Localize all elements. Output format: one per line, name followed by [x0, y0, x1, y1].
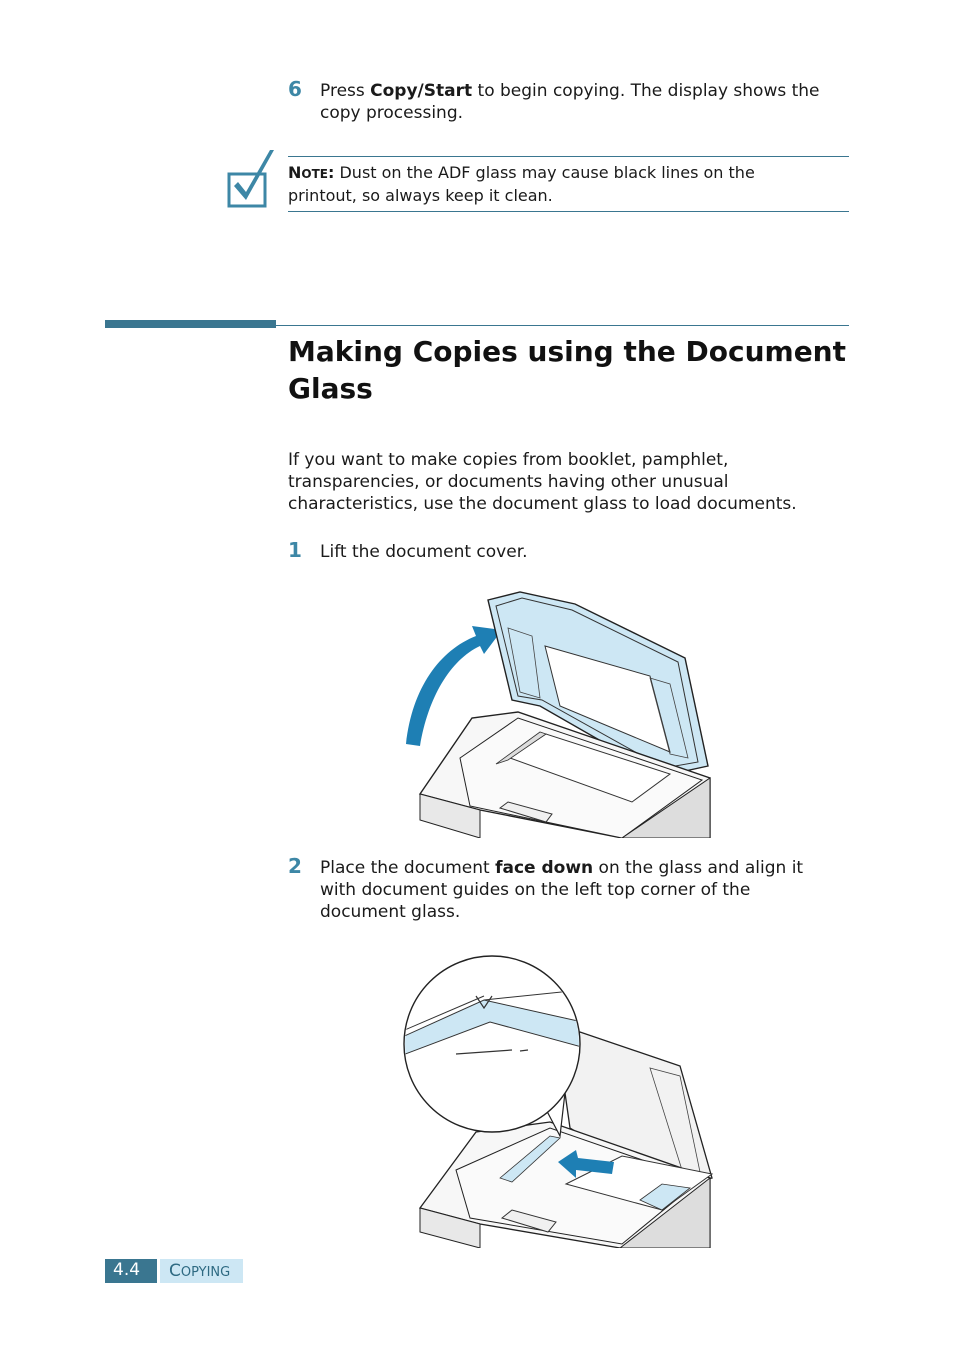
- intro-line: If you want to make copies from booklet, pamphlet,: [288, 450, 729, 470]
- section-title-line1: Making Copies using the Document: [288, 335, 847, 368]
- section-title: [288, 333, 888, 407]
- place-document-illustration: [400, 948, 720, 1248]
- note-text-2: printout, so always keep it clean.: [288, 186, 553, 205]
- step-1-text: Lift the document cover.: [320, 542, 528, 562]
- section-rule-thick: [105, 320, 276, 328]
- note-text-1: Dust on the ADF glass may cause black lines on the: [334, 163, 755, 182]
- step-6-post: to begin copying. The display shows the: [472, 81, 820, 101]
- note-top-rule: [288, 156, 849, 157]
- note-label: NOTE:: [288, 163, 335, 182]
- chapter-label: COPYING: [169, 1261, 231, 1281]
- note-text: [288, 162, 858, 206]
- step-6-text: [320, 80, 860, 124]
- step-2-text: [320, 857, 860, 923]
- step-2-line2: with document guides on the left top corner of the: [320, 880, 751, 900]
- step-6-bold: Copy/Start: [370, 81, 473, 101]
- step-6-number: 6: [288, 77, 302, 101]
- section-title-line2: Glass: [288, 372, 373, 405]
- intro-paragraph: [288, 449, 868, 515]
- lift-cover-illustration: [400, 588, 720, 838]
- step-2-line3: document glass.: [320, 902, 461, 922]
- step-2-pre: Place the document: [320, 858, 496, 878]
- page-number: 4.4: [113, 1260, 141, 1280]
- intro-line: characteristics, use the document glass to load documents.: [288, 494, 797, 514]
- step-1-number: 1: [288, 538, 302, 562]
- step-2-bold: face down: [495, 858, 594, 878]
- step-6-pre: Press: [320, 81, 371, 101]
- step-2-number: 2: [288, 854, 302, 878]
- step-6-line2: copy processing.: [320, 103, 464, 123]
- note-bottom-rule: [288, 211, 849, 212]
- step-2-post: on the glass and align it: [593, 858, 804, 878]
- checkmark-note-icon: [226, 148, 276, 210]
- section-rule-thin: [276, 325, 849, 326]
- intro-line: transparencies, or documents having other unusual: [288, 472, 729, 492]
